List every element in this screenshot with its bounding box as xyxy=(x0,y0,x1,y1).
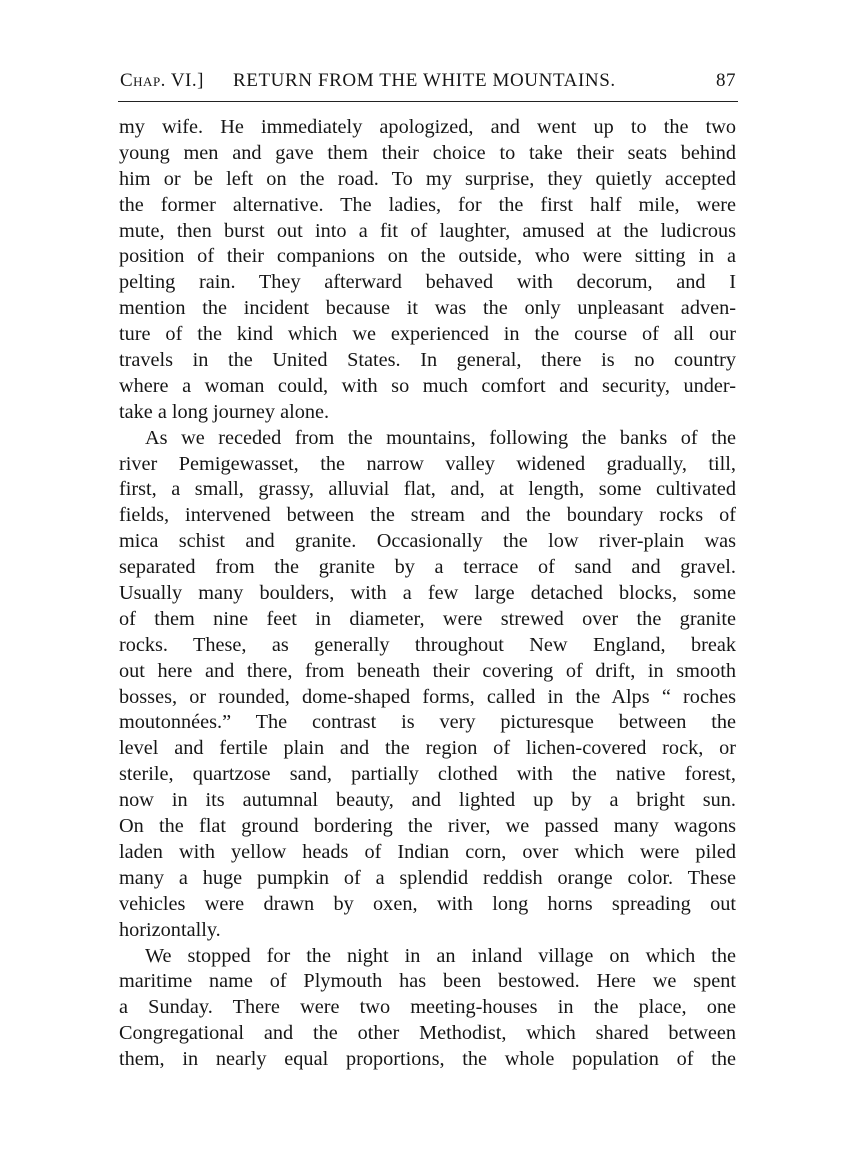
text-line: level and fertile plain and the region of lichen-covered rock, or xyxy=(119,737,736,760)
text-line: vehicles were drawn by oxen, with long horns spreading out xyxy=(119,892,736,915)
text-line: him or be left on the road. To my surprise, they quietly accepted xyxy=(119,167,736,190)
text-line: Congregational and the other Methodist, which shared between xyxy=(119,1022,736,1045)
text-line: position of their companions on the outside, who were sitting in a xyxy=(119,245,736,268)
paragraph-1 xyxy=(119,115,736,426)
text-line: them, in nearly equal proportions, the whole population of the xyxy=(119,1048,736,1071)
text-line: As we receded from the mountains, following the banks of the xyxy=(145,426,736,449)
text-line: many a huge pumpkin of a splendid reddish orange color. These xyxy=(119,866,736,889)
text-line: Usually many boulders, with a few large detached blocks, some xyxy=(119,582,736,605)
running-title: RETURN FROM THE WHITE MOUNTAINS. xyxy=(233,70,616,91)
text-line: where a woman could, with so much comfort and security, under- xyxy=(119,374,736,397)
text-line: sterile, quartzose sand, partially clothed with the native forest, xyxy=(119,763,736,786)
text-line: the former alternative. The ladies, for the first half mile, were xyxy=(119,193,736,216)
text-line: a Sunday. There were two meeting-houses in the place, one xyxy=(119,996,736,1019)
text-line: out here and there, from beneath their covering of drift, in smooth xyxy=(119,659,736,682)
text-line: travels in the United States. In general, there is no country xyxy=(119,349,736,372)
text-line: take a long journey alone. xyxy=(119,400,330,423)
text-line: my wife. He immediately apologized, and went up to the two xyxy=(119,116,736,138)
text-line: young men and gave them their choice to take their seats behind xyxy=(119,141,736,164)
text-line: now in its autumnal beauty, and lighted up by a bright sun. xyxy=(119,789,736,812)
text-line: We stopped for the night in an inland village on which the xyxy=(145,944,736,967)
text-line: bosses, or rounded, dome-shaped forms, called in the Alps “ roches xyxy=(119,685,736,708)
text-line: mica schist and granite. Occasionally the low river-plain was xyxy=(119,530,736,553)
text-line: ture of the kind which we experienced in the course of all our xyxy=(119,323,736,346)
text-line: rocks. These, as generally throughout New England, break xyxy=(119,633,736,656)
paragraph-3 xyxy=(119,944,736,1073)
text-line: separated from the granite by a terrace of sand and gravel. xyxy=(119,556,736,579)
text-line: horizontally. xyxy=(119,918,221,941)
text-line: pelting rain. They afterward behaved with decorum, and I xyxy=(119,271,736,294)
text-line: mute, then burst out into a fit of laughter, amused at the ludicrous xyxy=(119,219,736,242)
text-line: of them nine feet in diameter, were strewed over the granite xyxy=(119,607,736,630)
text-line: first, a small, grassy, alluvial flat, and, at length, some cultivated xyxy=(119,478,736,501)
text-line: maritime name of Plymouth has been bestowed. Here we spent xyxy=(119,970,736,993)
text-line: river Pemigewasset, the narrow valley widened gradually, till, xyxy=(119,452,736,475)
header-rule xyxy=(118,101,738,102)
text-line: fields, intervened between the stream and the boundary rocks of xyxy=(119,504,736,527)
body-text xyxy=(119,115,736,1073)
text-line: mention the incident because it was the only unpleasant adven- xyxy=(119,297,736,320)
paragraph-2 xyxy=(119,426,736,944)
running-head xyxy=(120,69,738,93)
page-number: 87 xyxy=(716,70,736,91)
text-line: moutonnées.” The contrast is very picturesque between the xyxy=(119,711,736,734)
chapter-label: Chap. VI.] xyxy=(120,70,204,91)
text-line: laden with yellow heads of Indian corn, over which were piled xyxy=(119,840,736,863)
text-line: On the flat ground bordering the river, we passed many wagons xyxy=(119,815,736,838)
